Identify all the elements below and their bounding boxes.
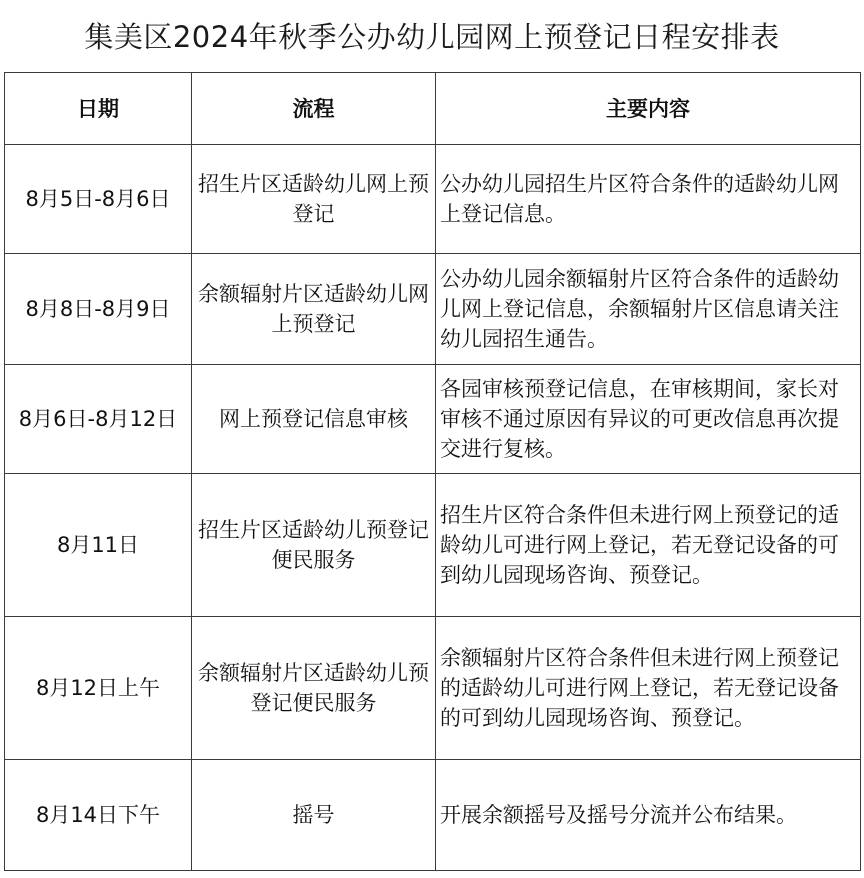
- row-content: 招生片区符合条件但未进行网上预登记的适龄幼儿可进行网上登记，若无登记设备的可到幼儿园现场咨询、预登记。: [436, 474, 861, 617]
- row-content: 各园审核预登记信息，在审核期间，家长对审核不通过原因有异议的可更改信息再次提交进行复核。: [436, 365, 861, 474]
- table-row: [5, 365, 861, 474]
- row-date: 8月11日: [5, 474, 192, 617]
- row-content: 余额辐射片区符合条件但未进行网上预登记的适龄幼儿可进行网上登记，若无登记设备的可到幼儿园现场咨询、预登记。: [436, 617, 861, 760]
- row-content: 公办幼儿园余额辐射片区符合条件的适龄幼儿网上登记信息，余额辐射片区信息请关注幼儿园招生通告。: [436, 254, 861, 365]
- table-row: [5, 617, 861, 760]
- document-title: 集美区2024年秋季公办幼儿园网上预登记日程安排表: [84, 19, 780, 54]
- schedule-table: [4, 72, 861, 871]
- table-row: [5, 474, 861, 617]
- table-row: [5, 145, 861, 254]
- row-date: 8月12日上午: [5, 617, 192, 760]
- header-process: 流程: [192, 73, 436, 145]
- row-process: 网上预登记信息审核: [192, 365, 436, 474]
- row-date: 8月5日-8月6日: [5, 145, 192, 254]
- row-date: 8月8日-8月9日: [5, 254, 192, 365]
- row-process: 余额辐射片区适龄幼儿网上预登记: [192, 254, 436, 365]
- table-row: [5, 760, 861, 871]
- row-process: 招生片区适龄幼儿网上预登记: [192, 145, 436, 254]
- row-process: 摇号: [192, 760, 436, 871]
- header-content: 主要内容: [436, 73, 861, 145]
- row-date: 8月6日-8月12日: [5, 365, 192, 474]
- row-content: 开展余额摇号及摇号分流并公布结果。: [436, 760, 861, 871]
- row-content: 公办幼儿园招生片区符合条件的适龄幼儿网上登记信息。: [436, 145, 861, 254]
- row-date: 8月14日下午: [5, 760, 192, 871]
- table-header-row: [5, 73, 861, 145]
- table-row: [5, 254, 861, 365]
- header-date: 日期: [5, 73, 192, 145]
- row-process: 招生片区适龄幼儿预登记便民服务: [192, 474, 436, 617]
- row-process: 余额辐射片区适龄幼儿预登记便民服务: [192, 617, 436, 760]
